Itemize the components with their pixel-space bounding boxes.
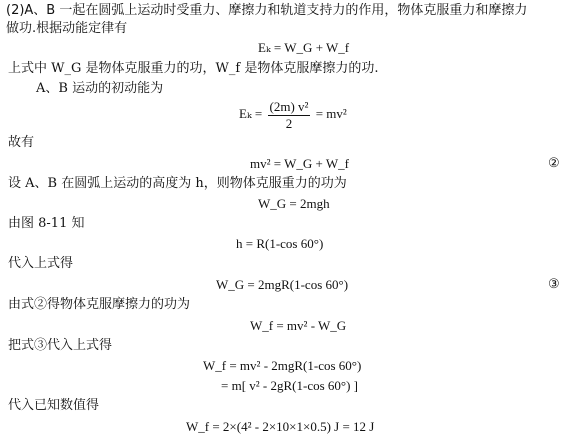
eq2-numerator: (2m) v²: [269, 98, 309, 114]
equation-substitution-2: = m[ v² - 2gR(1-cos 60°) ]: [221, 378, 359, 393]
eq2-right: = mv²: [315, 106, 347, 121]
equation-final-result: W_f = 2×(4² - 2×10×1×0.5) J = 12 J: [186, 419, 375, 434]
paragraph-line-8: 代入上式得: [8, 256, 74, 271]
equation-energy: Eₖ = W_G + W_f: [258, 40, 350, 55]
paragraph-line-1: (2)A、B 一起在圆弧上运动时受重力、摩擦力和轨道支持力的作用，物体克服重力和摩擦力: [6, 3, 528, 18]
eq2-left: Eₖ =: [239, 106, 263, 121]
paragraph-line-2: 做功.根据动能定律有: [6, 21, 128, 36]
eq2-denominator: 2: [285, 115, 293, 131]
equation-gravity-work: W_G = 2mgh: [258, 196, 330, 211]
equation-height: h = R(1-cos 60°): [236, 236, 324, 251]
paragraph-line-4: A、B 运动的初动能为: [36, 81, 164, 96]
equation-initial-kinetic-energy: [239, 98, 347, 131]
equation-substitution-1: W_f = mv² - 2mgR(1-cos 60°): [203, 358, 362, 373]
paragraph-line-9: 由式②得物体克服摩擦力的功为: [8, 297, 191, 312]
equation-marker-2: ②: [548, 156, 560, 171]
paragraph-line-5: 故有: [8, 135, 35, 150]
equation-3: W_G = 2mgR(1-cos 60°): [216, 277, 349, 292]
equation-friction-work: W_f = mv² - W_G: [250, 318, 347, 333]
eq2-fraction: [268, 100, 311, 131]
equation-2: mv² = W_G + W_f: [250, 156, 349, 171]
paragraph-line-11: 代入已知数值得: [8, 398, 100, 413]
paragraph-line-3: 上式中 W_G 是物体克服重力的功，W_f 是物体克服摩擦力的功.: [8, 61, 379, 76]
paragraph-line-10: 把式③代入上式得: [8, 338, 113, 353]
equation-marker-3: ③: [548, 277, 560, 292]
paragraph-line-7: 由图 8-11 知: [8, 216, 85, 231]
paragraph-line-6: 设 A、B 在圆弧上运动的高度为 h，则物体克服重力的功为: [8, 176, 347, 191]
